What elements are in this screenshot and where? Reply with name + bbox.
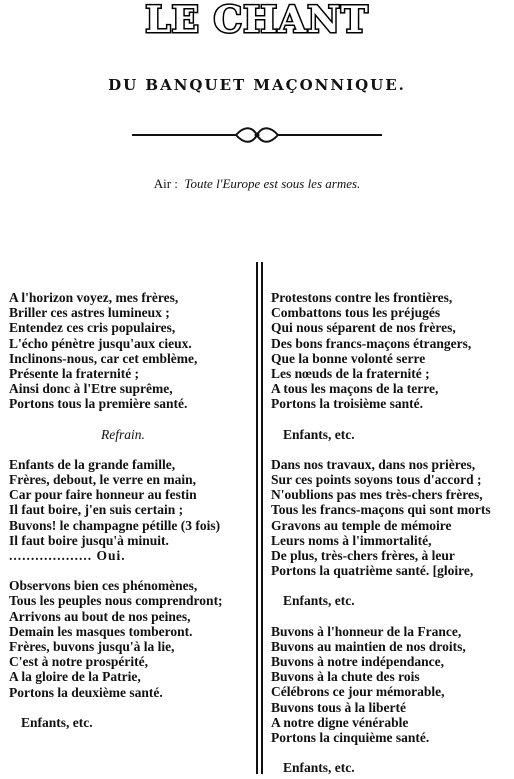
verse-line: Il faut boire, j'en suis certain ;: [9, 502, 184, 518]
verse-line: Gravons au temple de mémoire: [271, 517, 452, 533]
column-divider: [256, 262, 263, 774]
verse-line: Buvons! le champagne pétille (3 fois): [9, 517, 221, 533]
stanza-gap: [271, 578, 511, 593]
verse-line: ................... Oui.: [9, 548, 126, 564]
verse-line: Buvons à la chute des rois: [271, 669, 420, 685]
stanza-gap: [9, 563, 255, 578]
verse-line: Qui nous séparent de nos frères,: [271, 320, 456, 336]
refrain-label: Refrain.: [101, 426, 145, 442]
verse-line: Observons bien ces phénomènes,: [9, 578, 198, 594]
verse-line: Car pour faire honneur au festin: [9, 487, 197, 503]
stanza-gap: [9, 412, 255, 427]
verse-line: Portons la deuxième santé.: [9, 684, 163, 700]
verse-line: Que la bonne volonté serre: [271, 350, 426, 366]
verse-line: N'oublions pas mes très-chers frères,: [271, 487, 483, 503]
verse-line: Arrivons au bout de nos peines,: [9, 608, 191, 624]
chorus-reference: Enfants, etc.: [283, 760, 355, 776]
verse-line: A tous les maçons de la terre,: [271, 381, 439, 397]
verse-line: Enfants de la grande famille,: [9, 456, 176, 472]
verse-line: Portons la cinquième santé.: [271, 730, 430, 746]
chorus-reference: Enfants, etc.: [283, 593, 355, 609]
verse-line: Leurs noms à l'immortalité,: [271, 532, 432, 548]
song-title: LE CHANT: [145, 0, 369, 41]
song-subtitle: DU BANQUET MAÇONNIQUE.: [108, 76, 406, 94]
right-column: [271, 290, 511, 775]
verse-line: Portons la troisième santé.: [271, 396, 423, 412]
chorus-reference: Enfants, etc.: [283, 426, 355, 442]
verse-line: Entendez ces cris populaires,: [9, 320, 176, 336]
verse-line: Frères, debout, le verre en main,: [9, 472, 196, 488]
verse-line: Tous les peuples nous comprendront;: [9, 593, 223, 609]
verse-line: Portons la quatrième santé. [gloire,: [271, 563, 474, 579]
verse-line: Ainsi donc à l'Etre suprême,: [9, 381, 173, 397]
verse-line: Demain les masques tomberont.: [9, 623, 193, 639]
tune-line: [0, 176, 514, 192]
air-tune: Toute l'Europe est sous les armes.: [184, 176, 361, 191]
verse-line: Combattons tous les préjugés: [271, 305, 441, 321]
verse-line: Protestons contre les frontières,: [271, 290, 453, 305]
verse-line: Tous les francs-maçons qui sont morts: [271, 502, 491, 518]
verse-line: Célébrons ce jour mémorable,: [271, 684, 445, 700]
verse-line: Briller ces astres lumineux ;: [9, 305, 170, 321]
verse-line: Inclinons-nous, car cet emblème,: [9, 350, 198, 366]
verse-line: Buvons au maintien de nos droits,: [271, 638, 466, 654]
verse-line: Dans nos travaux, dans nos prières,: [271, 456, 476, 472]
ornament-divider-icon: [132, 124, 382, 146]
verse-line: Buvons à l'honneur de la France,: [271, 623, 462, 639]
chorus-reference: Enfants, etc.: [21, 714, 93, 730]
stanza-gap: [9, 700, 255, 715]
verse-line: Il faut boire jusqu'à minuit.: [9, 532, 169, 548]
stanza-gap: [271, 412, 511, 427]
verse-line: A notre digne vénérable: [271, 714, 409, 730]
air-label: Air :: [153, 176, 178, 191]
verse-line: Portons tous la première santé.: [9, 396, 188, 412]
verse-line: C'est à notre prospérité,: [9, 654, 148, 670]
verse-line: Buvons tous à la liberté: [271, 699, 407, 715]
left-column: [9, 290, 255, 730]
verse-line: Présente la fraternité ;: [9, 366, 140, 382]
verse-line: Frères, buvons jusqu'à la lie,: [9, 639, 175, 655]
verse-line: A l'horizon voyez, mes frères,: [9, 290, 179, 305]
verse-line: De plus, très-chers frères, à leur: [271, 548, 455, 564]
stanza-gap: [271, 745, 511, 760]
verse-line: Des bons francs-maçons étrangers,: [271, 335, 472, 351]
verse-line: Buvons à notre indépendance,: [271, 654, 445, 670]
stanza-gap: [9, 442, 255, 457]
verse-line: A la gloire de la Patrie,: [9, 669, 141, 685]
verse-line: Sur ces points soyons tous d'accord ;: [271, 472, 482, 488]
stanza-gap: [271, 442, 511, 457]
verse-line: Les nœuds de la fraternité ;: [271, 366, 430, 382]
verse-line: L'écho pénètre jusqu'aux cieux.: [9, 335, 192, 351]
stanza-gap: [271, 609, 511, 624]
